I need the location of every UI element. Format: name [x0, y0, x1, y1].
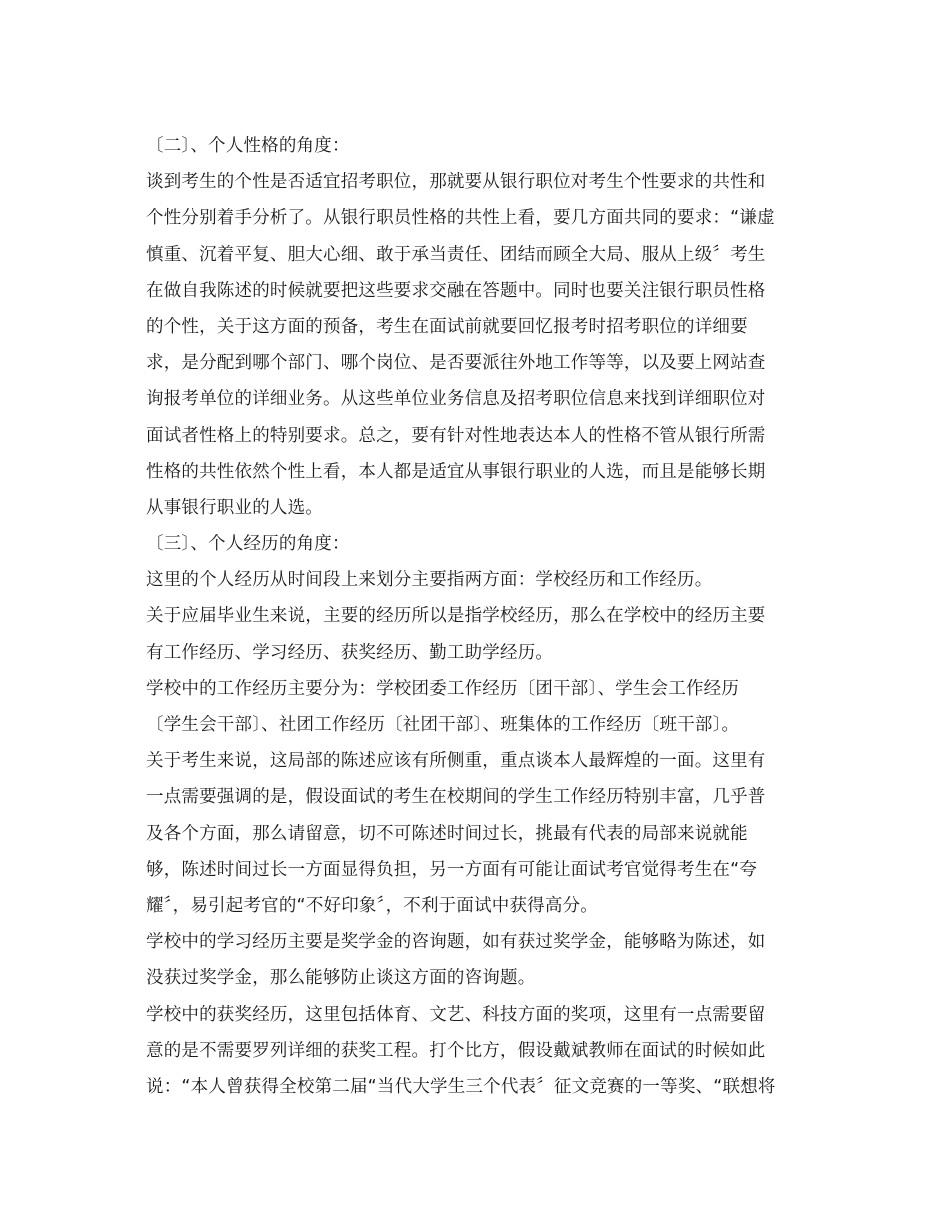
paragraph-line: 学校中的获奖经历，这里包括体育、文艺、科技方面的奖项，这里有一点需要留 — [146, 1004, 766, 1025]
paragraph-line: 的个性，关于这方面的预备，考生在面试前就要回忆报考时招考职位的详细要 — [146, 316, 748, 337]
paragraph-line: 关于应届毕业生来说，主要的经历所以是指学校经历，那么在学校中的经历主要 — [146, 606, 766, 627]
paragraph-line: 在做自我陈述的时候就要把这些要求交融在答题中。同时也要关注银行职员性格 — [146, 280, 766, 301]
section-heading-experience: 〔三〕、个人经历的角度： — [146, 534, 350, 555]
paragraph-line: 性格的共性依然个性上看，本人都是适宜从事银行职业的人选，而且是能够长期 — [146, 461, 766, 482]
paragraph-line: 一点需要强调的是，假设面试的考生在校期间的学生工作经历特别丰富，几乎普 — [146, 787, 766, 808]
paragraph-line: 关于考生来说，这局部的陈述应该有所侧重，重点谈本人最辉煌的一面。这里有 — [146, 751, 766, 772]
paragraph-line: 没获过奖学金，那么能够防止谈这方面的咨询题。 — [146, 968, 536, 989]
paragraph-line: 学校中的工作经历主要分为：学校团委工作经历〔团干部〕、学生会工作经历 — [146, 678, 740, 699]
paragraph-line: 〔学生会干部〕、社团工作经历〔社团干部〕、班集体的工作经历〔班干部〕。 — [146, 715, 740, 735]
paragraph-line: 及各个方面，那么请留意，切不可陈述时间过长，挑最有代表的局部来说就能 — [146, 823, 748, 844]
paragraph-line: 耀〞，易引起考官的“不好印象〞，不利于面试中获得高分。 — [146, 895, 598, 916]
paragraph-line: 有工作经历、学习经历、获奖经历、勤工助学经历。 — [146, 642, 554, 663]
section-heading-personality: 〔二〕、个人性格的角度： — [146, 136, 350, 156]
paragraph-line: 意的是不需要罗列详细的获奖工程。打个比方，假设戴斌教师在面试的时候如此 — [146, 1040, 766, 1061]
paragraph-line: 谈到考生的个性是否适宜招考职位，那就要从银行职位对考生个性要求的共性和 — [146, 172, 766, 193]
paragraph-line: 这里的个人经历从时间段上来划分主要指两方面：学校经历和工作经历。 — [146, 570, 713, 591]
document-page — [146, 128, 806, 1105]
paragraph-line: 求，是分配到哪个部门、哪个岗位、是否要派往外地工作等等，以及要上网站查 — [146, 353, 766, 374]
paragraph-line: 询报考单位的详细业务。从这些单位业务信息及招考职位信息来找到详细职位对 — [146, 389, 766, 410]
paragraph-line: 从事银行职业的人选。 — [146, 497, 323, 518]
paragraph-line: 说：“本人曾获得全校第二届“当代大学生三个代表〞征文竞赛的一等奖、“联想将 — [146, 1076, 776, 1097]
paragraph-line: 个性分别着手分析了。从银行职员性格的共性上看，要几方面共同的要求：“谦虚 — [146, 208, 775, 229]
paragraph-line: 面试者性格上的特别要求。总之，要有针对性地表达本人的性格不管从银行所需 — [146, 425, 766, 446]
paragraph-line: 慎重、沉着平复、胆大心细、敢于承当责任、团结而顾全大局、服从上级〞考生 — [146, 244, 766, 265]
paragraph-line: 够，陈述时间过长一方面显得负担，另一方面有可能让面试考官觉得考生在“夸 — [146, 859, 758, 880]
paragraph-line: 学校中的学习经历主要是奖学金的咨询题，如有获过奖学金，能够略为陈述，如 — [146, 932, 766, 953]
